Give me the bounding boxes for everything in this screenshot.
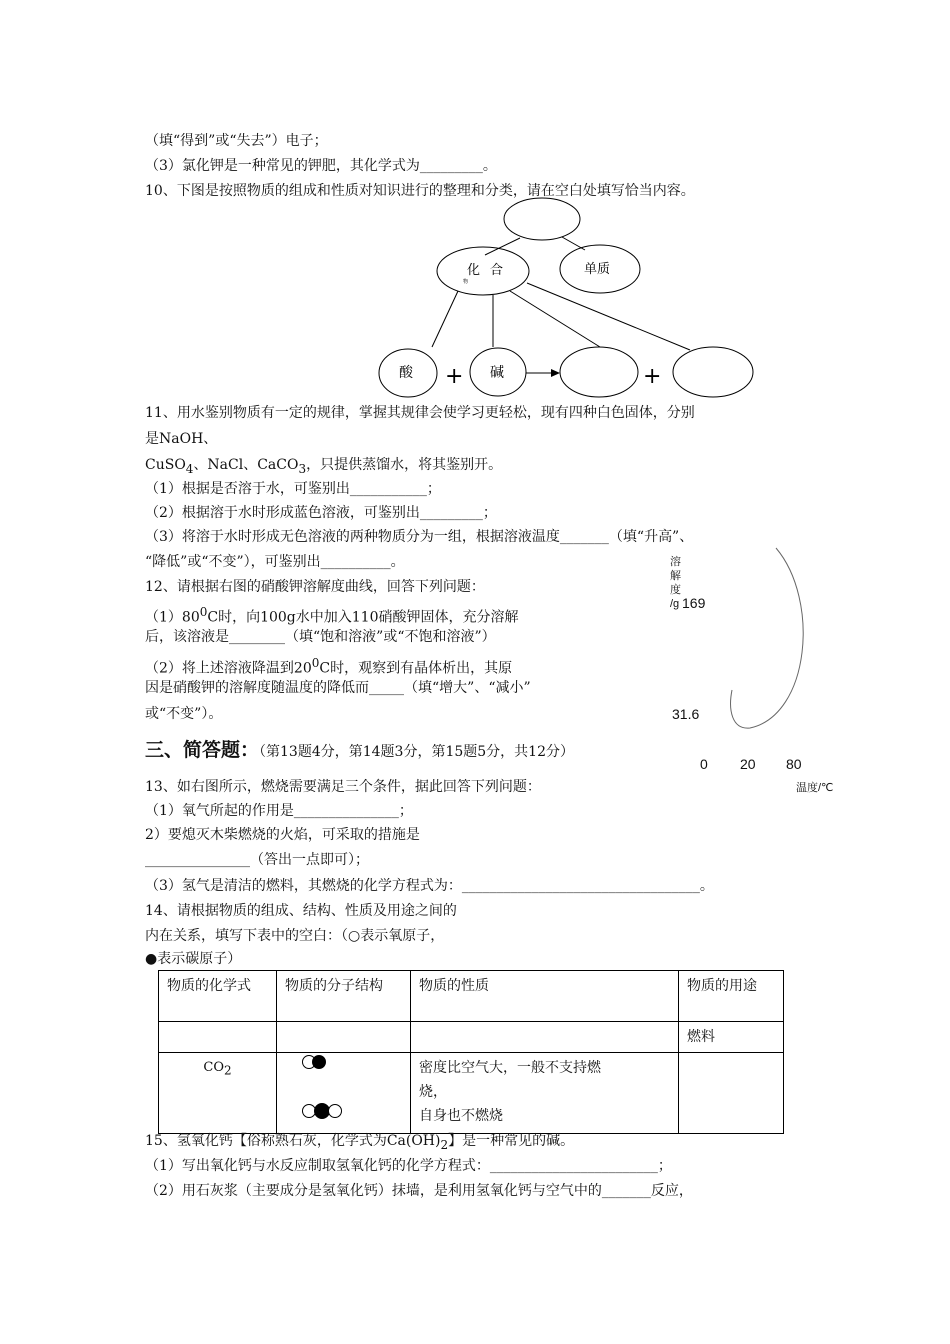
table-cell-property: 密度比空气大，一般不支持燃 烧， 自身也不燃烧 [411,1053,679,1134]
classification-diagram [370,195,770,405]
text-line: ●表示碳原子） [145,951,242,967]
graph-x-20: 20 [740,756,756,772]
blank-product-oval-2 [673,347,753,397]
text-line: （3）氯化钾是一种常见的钾肥，其化学式为_________。 [145,158,497,174]
table-row [159,1053,784,1134]
table-cell: 燃料 [679,1022,784,1053]
compound-label: 化 [467,263,481,278]
section-heading: 三、简答题：（第13题4分，第14题3分，第15题5分，共12分） [145,739,574,761]
text-line: （2）用石灰浆（主要成分是氢氧化钙）抹墙，是利用氢氧化钙与空气中的_______反应， [145,1183,693,1199]
table-cell [159,1022,277,1053]
table-cell [411,1022,679,1053]
graph-x-80: 80 [786,756,802,772]
text-line: （2）根据溶于水时形成蓝色溶液，可鉴别出_________； [145,505,497,521]
graph-x-0: 0 [700,756,708,772]
question-13: 13、如右图所示，燃烧需要满足三个条件，据此回答下列问题： [145,779,541,795]
text-line: （1）写出氧化钙与水反应制取氢氧化钙的化学方程式：________________________； [145,1158,672,1174]
graph-ylabel: 溶 解 度 /g [670,556,681,610]
table-row [159,1022,784,1053]
text-line: （1）根据是否溶于水，可鉴别出___________； [145,481,441,497]
plus-sign: + [445,364,464,389]
table-cell [679,1053,784,1134]
text-line: 后，该溶液是________（填“饱和溶液”或“不饱和溶液”） [145,629,496,645]
question-10: 10、下图是按照物质的组成和性质对知识进行的整理和分类，请在空白处填写恰当内容。 [145,183,695,199]
text-line: CuSO$_4$、NaCl、CaCO$_3$，只提供蒸馏水，将其鉴别开。 [145,457,503,476]
graph-y-low: 31.6 [672,706,700,722]
graph-xlabel: 温度/℃ [796,782,834,794]
text-line: _______________（答出一点即可）； [145,852,369,868]
text-line: （填“得到”或“失去”）电子； [145,133,328,149]
text-line: 是NaOH、 [145,431,218,447]
compound-oval [437,247,529,295]
text-line: $(1)80^0C$时，向100g水中加入110硝酸钾固体，充分溶解 [145,605,519,626]
question-14: 14、请根据物质的组成、结构、性质及用途之间的 [145,903,457,919]
text-line: “降低”或“不变”），可鉴别出__________。 [145,554,405,570]
substance-table [158,970,784,1134]
table-header-cell: 物质的用途 [679,971,784,1022]
base-label: 碱 [490,365,504,381]
text-line: 2）要熄灭木柴燃烧的火焰，可采取的措施是 [145,827,420,843]
compound-label-small: 物 [463,279,469,285]
molecule-structures [277,1053,394,1125]
text-line: （1）氧气所起的作用是_______________； [145,803,413,819]
text-line: 或“不变”）。 [145,706,223,722]
compound-label: 合 [490,263,504,278]
question-11: 11、用水鉴别物质有一定的规律，掌握其规律会使学习更轻松，现有四种白色固体，分别 [145,405,695,421]
text-line: （3）氢气是清洁的燃料，其燃烧的化学方程式为：__________________________________。 [145,878,714,894]
element-label: 单质 [584,262,611,277]
question-15: 15、氢氧化钙【俗称熟石灰，化学式为$Ca(OH)_2$】是一种常见的碱。 [145,1133,575,1152]
plus-sign: + [643,364,662,389]
table-header-cell: 物质的性质 [411,971,679,1022]
graph-y-high: 169 [682,595,706,611]
table-header-row [159,971,784,1022]
acid-label: 酸 [399,365,413,381]
text-line: 内在关系，填写下表中的空白：（○表示氧原子， [145,928,445,944]
text-line: （2）将上述溶液降温到$20^0C$时，观察到有晶体析出，其原 [145,656,513,677]
text-line: 因是硝酸钾的溶解度随温度的降低而_____（填“增大”、“减小” [145,680,531,696]
table-header-cell: 物质的分子结构 [277,971,411,1022]
table-cell [277,1022,411,1053]
blank-root-oval [504,198,580,240]
text-line: （3）将溶于水时形成无色溶液的两种物质分为一组，根据溶液温度_______（填“升高”、 [145,529,694,545]
solubility-curve [720,540,810,740]
blank-product-oval-1 [560,347,638,397]
table-cell-structure [277,1053,411,1134]
question-12: 12、请根据右图的硝酸钾溶解度曲线，回答下列问题： [145,579,485,595]
table-cell-formula: $CO_2$ [159,1053,277,1134]
table-header-cell: 物质的化学式 [159,971,277,1022]
